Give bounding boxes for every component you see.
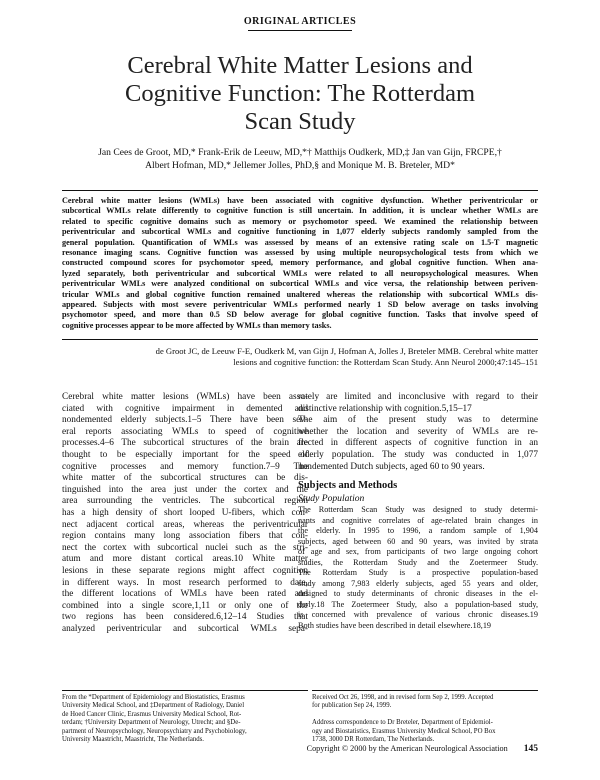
body-line: the different locations of WMLs have been rated and [62,589,308,600]
abstract-line: cognitive processes appear to be more affected by WMLs than memory tasks. [62,320,332,330]
footnote-rule-left [62,690,308,691]
body-line: nants and cognitive correlates of age-related brain changes in [298,515,538,525]
abstract-line: Cerebral white matter lesions (WMLs) have been associated with cognitive dysfunction. Whether periventricular or [62,196,538,205]
footnote-line: University Medical School, and ‡Department of Radiology, Daniel [62,702,245,710]
body-line: region contains many long association fibers that con- [62,531,308,542]
correspondence-footnote [312,694,538,744]
page-number: 145 [523,744,538,754]
affiliations-footnote [62,694,302,744]
abstract-line: resonance imaging scans. Cognitive function was assessed by using multiple neuropsychological tests from which we [62,248,538,258]
abstract-line: general population. Quantification of WMLs was assessed by means of an extensive rating scale on 1.5-T magnetic [62,237,538,247]
body-column-left [62,392,308,635]
footnote-line: Received Oct 26, 1998, and in revised form Sep 2, 1999. Accepted [312,694,494,701]
body-line: The Rotterdam Scan Study was designed to study determi- [298,505,538,515]
article-title [60,52,540,136]
body-line: area surrounding the ventricles. The subcortical region [62,496,308,507]
footnote-rule-right [312,690,538,691]
abstract-line: subcortical WMLs relate differently to cognitive function is still uncertain. In addition, it is unclear whether WMLs are [62,206,538,216]
body-line: flected in different aspects of cognitive function in an [298,438,538,449]
copyright-text: Copyright © 2000 by the American Neurological Association [306,744,508,753]
citation-line: lesions and cognitive function: the Rotterdam Scan Study. Ann Neurol 2000;47:145–151 [233,357,538,367]
body-line: The Rotterdam Study is a prospective population-based [298,568,538,578]
body-line: the elderly. In 1995 to 1996, a random sample of 1,904 [298,526,538,536]
footnote-line: From the *Department of Epidemiology and Biostatistics, Erasmus [62,694,245,701]
body-line: derly.18 The Zoetermeer Study, also a population-based study, [298,599,538,609]
abstract-line: tricular WMLs and global cognitive function remained unaltered whereas the relationship with subcortical WMLs dis- [62,289,538,299]
body-line: tinguished into the area just under the cortex and the [62,484,308,495]
body-line: elderly population. The study was conducted in 1,077 [298,449,538,460]
author-line: Jan Cees de Groot, MD,* Frank-Erik de Leeuw, MD,*† Matthijs Oudkerk, MD,‡ Jan van Gijn, FRCPE,† [98,147,502,158]
body-line: thought to be especially important for the speed of [62,449,308,460]
population-subheading: Study Population [298,493,365,505]
body-line: atum and more distant cortical areas.10 White matter [62,554,308,565]
body-line: distinctive relationship with cognition.5,15–17 [298,403,472,414]
title-line: Cognitive Function: The Rotterdam [125,80,475,107]
footnote-line: terdam; †University Department of Neurology, Utrecht; and §De- [62,719,241,727]
section-label: ORIGINAL ARTICLES [243,16,357,27]
citation-line: de Groot JC, de Leeuw F-E, Oudkerk M, van Gijn J, Hofman A, Jolles J, Breteler MMB. Cerebral white matter [155,346,538,356]
author-list [50,146,550,172]
body-line: Both studies have been described in detail elsewhere.18,19 [298,620,492,630]
abstract [62,196,538,331]
author-line: Albert Hofman, MD,* Jellemer Jolles, PhD,§ and Monique M. B. Breteler, MD* [145,160,455,171]
footnote-line: de Hoed Cancer Clinic, Erasmus University Medical School, Rot- [62,710,242,718]
methods-paragraph [298,505,538,631]
footnote-line: ogy and Biostatistics, Erasmus University Medical School, PO Box [312,727,496,735]
body-line: nondemented Dutch subjects, aged 60 to 90 years. [298,461,485,472]
abstract-line: related to specific cognitive domains such as memory or psychomotor speed. We examined the relationship between [62,216,538,226]
abstract-top-rule [62,190,538,191]
body-line: study among 7,983 elderly subjects, aged 55 years and older, [298,578,538,588]
title-line: Cerebral White Matter Lesions and [127,52,473,79]
body-line: nondemented elderly subjects.1–5 There have been sev- [62,415,308,426]
footnote-line: 1738, 3000 DR Rotterdam, The Netherlands. [312,736,435,744]
body-line: ciated with cognitive impairment in demented and [62,403,308,414]
body-line: eral reports associating WMLs to speed of cognitive [62,426,308,437]
intro-paragraph [62,392,308,635]
body-line: of age and sex, from participants of two large ongoing cohort [298,547,538,557]
abstract-line: lyzed separately, both periventricular and subcortical WMLs were related to all neuropsychological measures. When [62,268,538,278]
abstract-line: periventricular WMLs were analyzed conditional on subcortical WMLs and vice versa, the relationship between periven- [62,279,538,289]
abstract-line: psychomotor speed, and more than 0.5 SD below average for global cognitive function. Tasks that involve speed of [62,310,538,320]
citation [62,346,538,368]
body-line: lesions in these separate regions might affect cognition [62,565,308,576]
body-line: combined into a single score,1,11 or only one of the [62,600,308,611]
body-line: two regions has been considered.6,12–14 Studies that [62,612,308,623]
body-line: analyzed periventricular and subcortical WMLs sepa- [62,623,308,634]
footnote-line: for publication Sep 24, 1999. [312,702,392,710]
body-line: subjects, aged between 60 and 90 years, was invited by strata [298,536,538,546]
footnote-line: Address correspondence to Dr Breteler, Department of Epidemiol- [312,719,493,727]
intro-continued-paragraph [298,392,538,473]
title-line: Scan Study [244,108,356,135]
abstract-bottom-rule [62,339,538,340]
footnote-line [312,711,538,719]
abstract-line: constructed compound scores for psychomotor speed, memory performance, and global cognitive function. When ana- [62,258,538,268]
abstract-line: appeared. Subjects with most severe periventricular WMLs performed nearly 1 SD below average on tasks involving [62,300,538,310]
body-line: is concerned with prevalence of various chronic diseases.19 [298,610,538,620]
body-line: processes.4–6 The subcortical structures of the brain are [62,438,308,449]
body-line: in different ways. In most research performed to date, [62,577,308,588]
body-line: Cerebral white matter lesions (WMLs) have been asso- [62,392,308,402]
body-line: cognitive processes and memory function.7–9 The [62,461,308,472]
body-line: nect adjacent cortical areas, whereas the periventricular [62,519,308,530]
body-line: rately are limited and inconclusive with regard to their [298,392,538,402]
body-line: nect the cortex with subcortical nuclei such as the stri- [62,542,308,553]
section-rule [248,30,352,31]
methods-heading: Subjects and Methods [298,480,398,492]
body-line: whether the location and severity of WMLs are re- [298,426,538,437]
footnote-line: University Maastricht, Maastricht, The Netherlands. [62,736,205,744]
body-column-right [298,392,538,631]
body-line: white matter of the subcortical structures can be dis- [62,473,308,484]
page-footer [307,744,538,754]
body-line: designed to study determinants of chronic diseases in the el- [298,589,538,599]
body-line: studies, the Rotterdam Study and the Zoetermeer Study. [298,557,538,567]
footnote-line: partment of Neuropsychology, Neuropsychiatry and Psychobiology, [62,727,247,735]
abstract-line: periventricular and subcortical WMLs and cognitive functioning in 1,077 elderly subjects randomly sampled from the [62,227,538,237]
body-line: has a high density of short looped U-fibers, which con- [62,507,308,518]
body-line: The aim of the present study was to determine [298,415,538,426]
